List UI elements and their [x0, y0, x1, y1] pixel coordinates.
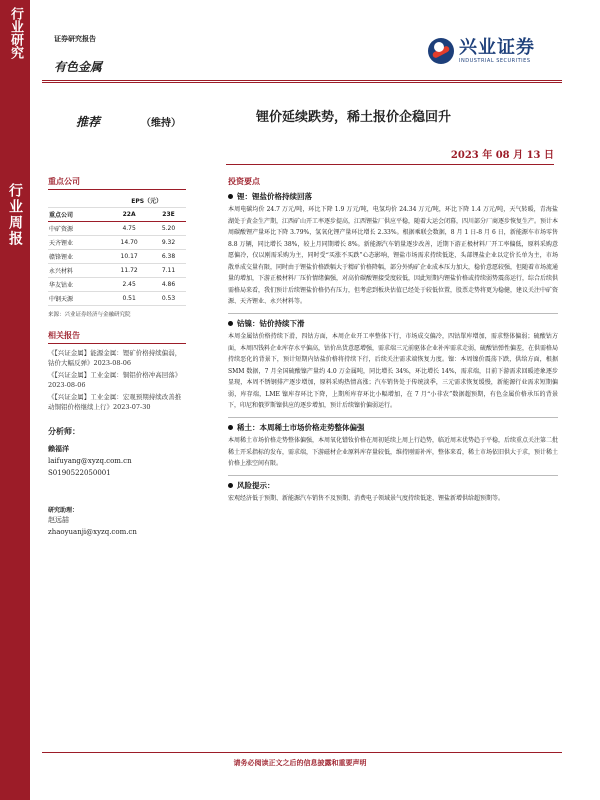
section-title-lithium: 锂：锂盐价格持续回落: [228, 191, 558, 202]
bullet-icon: [228, 321, 233, 326]
logo-name-en: INDUSTRIAL SECURITIES: [459, 58, 531, 64]
column-header-company: 重点公司: [48, 208, 107, 222]
eps-label: EPS（元）: [107, 194, 186, 208]
header-divider: [42, 82, 562, 83]
section-title-rare-earth: 稀土：本周稀土市场价格走势整体偏强: [228, 422, 558, 433]
main-column: [228, 176, 558, 510]
section-body-risk: 宏观经济低于预期、新能源汽车销售不及预期、消费电子领域景气度持续低迷、锂盐新增供给超预期等。: [228, 495, 505, 502]
header-divider: [42, 80, 562, 81]
column-header-22a: 22A: [107, 208, 151, 222]
table-row: 中钢天源 0.51 0.53: [48, 292, 186, 306]
investment-points-heading: 投资要点: [228, 176, 260, 186]
sidebar: [0, 0, 30, 800]
logo-name-cn: 兴业证券: [459, 37, 535, 58]
eps-table: [48, 194, 186, 306]
related-reports-heading: 相关报告: [48, 330, 186, 344]
assistant-name: 赵远喆: [48, 516, 69, 524]
date-divider: [226, 164, 554, 165]
rating-label: 推荐: [76, 115, 101, 129]
company-logo: [428, 38, 535, 64]
report-title: 锂价延续跌势，稀土报价企稳回升: [256, 110, 452, 125]
analyst-email[interactable]: laifuyang@xyzq.com.cn: [48, 457, 132, 465]
section-title-risk: 风险提示：: [228, 480, 558, 491]
sector-label: 有色金属: [54, 60, 103, 74]
rating-status: （维持）: [141, 118, 181, 129]
table-row: 赣锋锂业 10.17 6.38: [48, 250, 186, 264]
section-body-lithium: 本周电碳均价 24.7 万元/吨，环比下降 1.9 万元/吨，电氢均价 24.34 万元/吨，环比下降 1.4 万元/吨，天气转暖，青海盐湖处于黄金生产期，江西矿山开工率逐步提高，江西锂盐厂供应平稳，随着大运会闭幕，四川部分厂商逐步恢复生产。预计本周碳酸锂产量环比下降 3.79%，氢氧化锂产量环比增长 2.33%。根据乘联会数据，8 月 1 日-8 月 6 日，新能源车市场零售 8.8 万辆，同比增长 38%，较上月同期增长 8%。新能源汽车销量逐步改善，近期下游正极材料厂开工率偏低，原料采购意愿偏冷，仅以刚需采购为主，同时受“买涨不买跌”心态影响，锂盐市场需求持续低迷，头部锂盐企业以定价长单为主，市场散单成交量有限，同时由于锂盐价格跌幅大于精矿价格降幅，部分外购矿企业成本压力加大，稳价意愿较强，但随着市场流通量的增加，下游正极材料厂压价情绪偏强，对高价碳酸锂接受度较低，因此短期内锂盐价格或持续弱势震荡运行，综合后续供需格局来看，我们预计后续锂盐价格仍有压力，但考虑到板块估值已经处于较低位置，股票走势将更为稳健，建议关注中矿资源、天齐锂业、永兴材料等。: [228, 206, 559, 305]
sidebar-report-type: 行业周报: [7, 183, 23, 247]
section-title-cobalt-nickel: 钴镍：钴价持续下滑: [228, 318, 558, 329]
section-divider: [228, 475, 558, 476]
analyst-heading: 分析师：: [48, 426, 80, 436]
related-report-link[interactable]: 《【兴证金属】能源金属：锂矿价格持续偏弱，钴价大幅反弹》2023-08-06: [48, 349, 182, 367]
table-row: 华友钴业 2.45 4.86: [48, 278, 186, 292]
logo-icon: [428, 38, 454, 64]
assistant-email[interactable]: zhaoyuanji@xyzq.com.cn: [48, 528, 137, 536]
key-companies-heading: 重点公司: [48, 176, 186, 190]
footer-disclaimer: 请务必阅读正文之后的信息披露和重要声明: [233, 758, 367, 767]
left-column: [48, 176, 186, 538]
table-row: 天齐锂业 14.70 9.32: [48, 236, 186, 250]
bullet-icon: [228, 194, 233, 199]
section-divider: [228, 417, 558, 418]
related-report-link[interactable]: 《【兴证金属】工业金属：铜铝价格冲高回落》2023-08-06: [48, 371, 182, 389]
table-source: 来源：兴业证券经济与金融研究院: [48, 312, 131, 318]
bullet-icon: [228, 483, 233, 488]
column-header-23e: 23E: [151, 208, 186, 222]
report-date: 2023 年 08 月 13 日: [450, 150, 554, 161]
analyst-cert: S0190522050001: [48, 469, 111, 477]
footer-divider: [42, 752, 562, 753]
section-body-rare-earth: 本周稀土市场价格走势整体偏强，本周氧化镨钕价格在周初延续上周上行趋势，临近周末优势趋于平稳，后续重点关注第二批稀土开采指标的发布，需求端，下游磁材企业原料库存量较低，维持刚需补库，整体来看，稀土市场依旧供大于求，预计稀土价格上涨空间有限。: [228, 437, 559, 467]
report-type-label: 证券研究报告: [54, 34, 96, 43]
table-row: 永兴材料 11.72 7.11: [48, 264, 186, 278]
table-row: 中矿资源 4.75 5.20: [48, 222, 186, 236]
section-body-cobalt-nickel: 本周金属钴价格持续下滑，四钴方面，本周企业开工率整体下行，市场成交偏冷，四钴單库增加，需求整体偏弱；硫酸钴方面，本周四钱料企业库存水平偏高，钴价出货意愿增强，需求端三元前驱体企业补库需求走弱，硫酸钴弹性偏差，在供需格局持续恶化的背景下，预计短期内钴盐价格将持续下行，后续关注需求端恢复力度。镍：本周镍价震荡下跌，供给方面，根据 SMM 数据，7 月全国硫酸镍产量约 4.0 万金属吨，同比增长 34%，环比增长 14%，需求端，目前下游需求回暖迹象逐步显现，本周不锈钢排产逐步增加，原料采购热情高涨；汽车销售处于传统淡季，三元需求恢复缓慢，新能源行业需求短期偏弱，库存端，LME 镍库存环比下降，上期所库存环比小幅增加，在 7 月“小非农”数据超预期，有色金属价格承压的背景下，印尼和俄罗斯镍供应的逐步增加，预计后续镍价偏弱运行。: [228, 333, 559, 409]
sidebar-category: 行业研究: [8, 7, 23, 59]
bullet-icon: [228, 425, 233, 430]
assistant-heading: 研究助理：: [48, 507, 79, 514]
related-report-link[interactable]: 《【兴证金属】工业金属：宏观预期持续改善推动铜铝价格继续上行》2023-07-30: [48, 393, 182, 411]
analyst-name: 赖福洋: [48, 444, 69, 453]
section-divider: [228, 313, 558, 314]
